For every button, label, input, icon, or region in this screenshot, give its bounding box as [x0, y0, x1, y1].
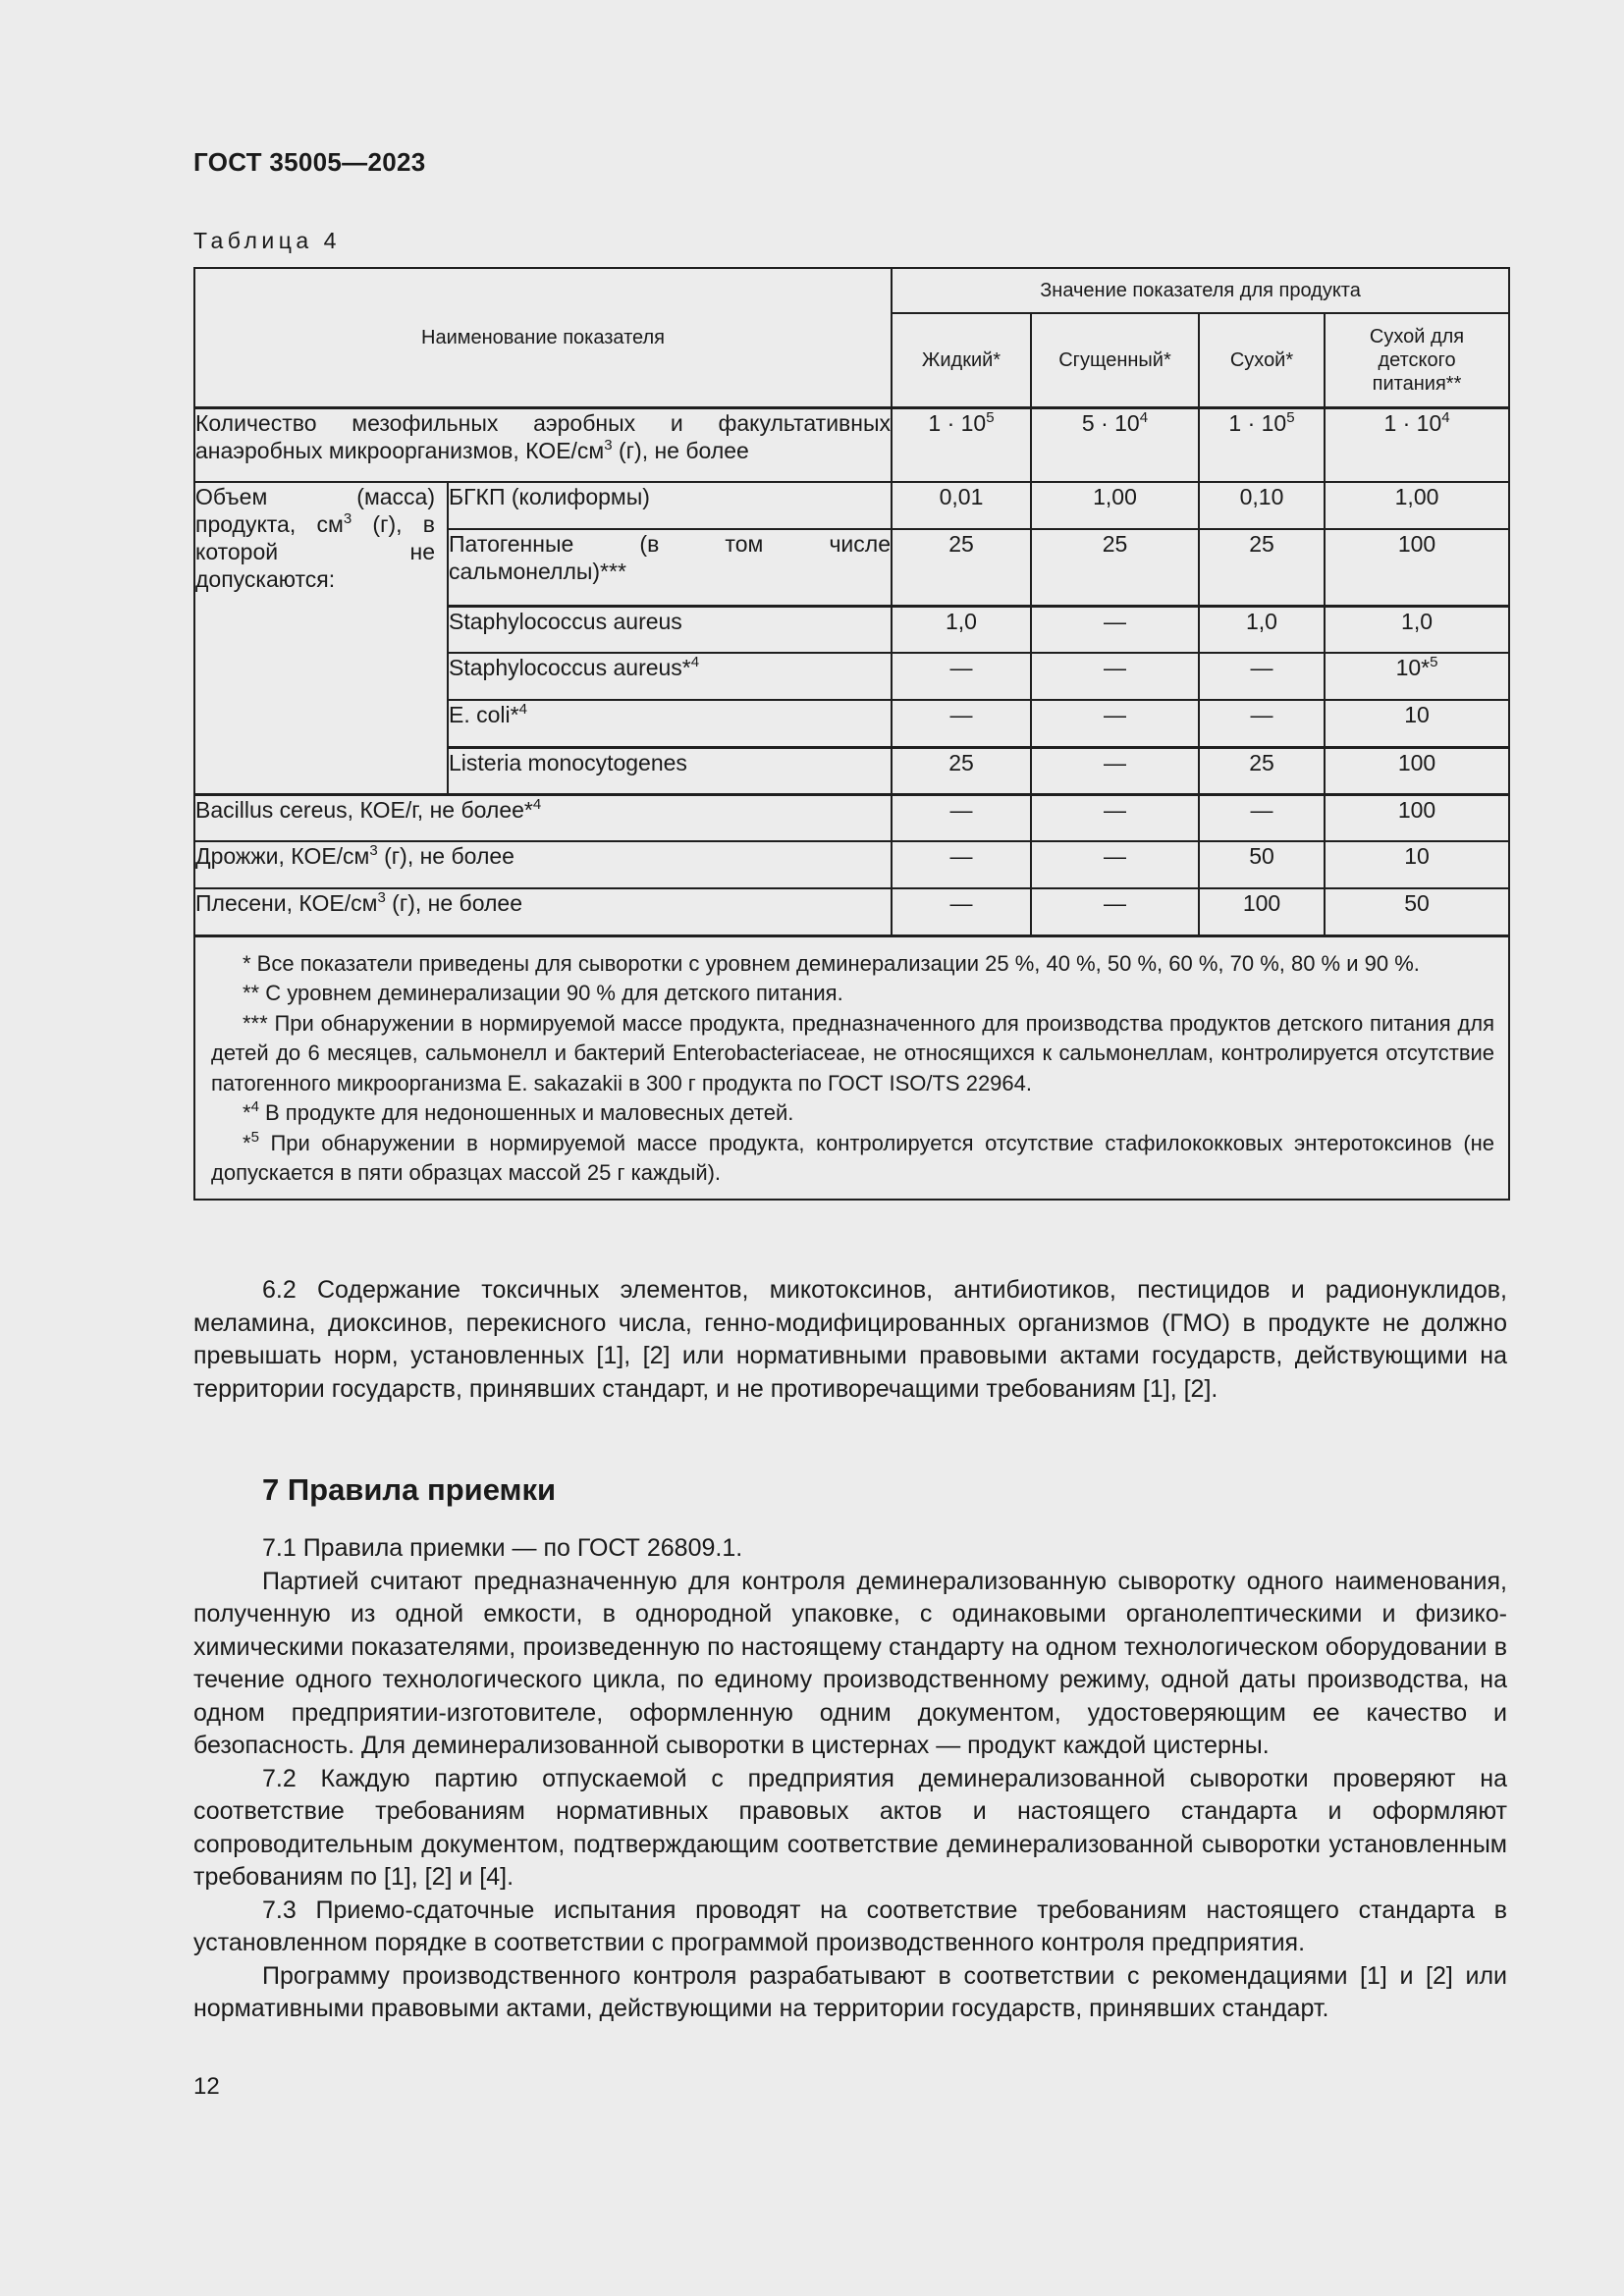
- note-2: ** С уровнем деминерализации 90 % для детского питания.: [243, 981, 843, 1005]
- cell-value: —: [1031, 794, 1199, 841]
- cell-value: 100: [1325, 794, 1509, 841]
- cell-value: 1,0: [892, 606, 1031, 653]
- cell-value: —: [892, 700, 1031, 747]
- cell-value: 1,0: [1325, 606, 1509, 653]
- row-label-staph: Staphylococcus aureus: [448, 606, 892, 653]
- cell-value: —: [1031, 888, 1199, 935]
- header-dry: Сухой*: [1199, 313, 1325, 407]
- table-4: [193, 267, 1510, 1201]
- cell-value: 25: [892, 529, 1031, 606]
- section-7-body: [193, 1532, 1507, 2026]
- cell-value: 0,10: [1199, 482, 1325, 529]
- cell-value: —: [1031, 700, 1199, 747]
- header-indicator: Наименование показателя: [194, 268, 892, 407]
- cell-value: $1 \cdot 10^5$: [1199, 407, 1325, 482]
- cell-value: 10: [1325, 700, 1509, 747]
- header-group: Значение показателя для продукта: [892, 268, 1509, 313]
- cell-value: 50: [1199, 841, 1325, 888]
- row-label-staph-premature: Staphylococcus aureus*$^4$: [448, 653, 892, 700]
- cell-value: 25: [1199, 747, 1325, 794]
- cell-value: —: [1199, 700, 1325, 747]
- header-dry-infant: Сухой для детского питания**: [1325, 313, 1509, 407]
- cell-value: —: [1031, 747, 1199, 794]
- table-row: [194, 407, 1509, 482]
- page-number: 12: [193, 2073, 220, 2100]
- cell-value: 25: [892, 747, 1031, 794]
- cell-value: —: [1031, 653, 1199, 700]
- paragraph-7-3: 7.3 Приемо-сдаточные испытания проводят на соответствие требованиям настоящего стандарта в установленном порядке в соответствии с программой производственного контроля предприятия.: [193, 1896, 1507, 1956]
- paragraph-7-2: 7.2 Каждую партию отпускаемой с предприятия деминерализованной сыворотки проверяют на соответствие требованиям нормативных правовых актов и настоящего стандарта и оформляют сопроводительным документом, подтверждающим соответствие деминерализованной сыворотки установленным требованиям по [1], [2] и [4].: [193, 1764, 1507, 1891]
- cell-value: —: [1199, 794, 1325, 841]
- paragraph-7-3-program: Программу производственного контроля разрабатывают в соответствии с рекомендациями [1] и [2] или нормативными правовыми актами, действующими на территории государств, принявших стандарт.: [193, 1961, 1507, 2022]
- table-row: [194, 841, 1509, 888]
- row-label-bacillus: Bacillus cereus, КОЕ/г, не более*$^4$: [194, 794, 892, 841]
- row-label-ecoli: E. coli*$^4$: [448, 700, 892, 747]
- table-row: [194, 482, 1509, 529]
- row-label-mold: Плесени, КОЕ/$см^3$ (г), не более: [194, 888, 892, 935]
- row-label-mafanm: Количество мезофильных аэробных и факультативных анаэробных микроорганизмов, КОЕ/$см^3$ (г), не более: [194, 407, 892, 482]
- cell-value: —: [1031, 606, 1199, 653]
- row-label-listeria: Listeria monocytogenes: [448, 747, 892, 794]
- header-condensed: Сгущенный*: [1031, 313, 1199, 407]
- row-label-yeast: Дрожжи, КОЕ/$см^3$ (г), не более: [194, 841, 892, 888]
- cell-value: —: [892, 794, 1031, 841]
- cell-value: 1,00: [1031, 482, 1199, 529]
- note-5: *$^5$ При обнаружении в нормируемой массе продукта, контролируется отсутствие стафилококковых энтеротоксинов (не допускается в пяти образцах массой 25 г каждый).: [211, 1128, 1495, 1185]
- cell-value: 10: [1325, 841, 1509, 888]
- cell-value: —: [1031, 841, 1199, 888]
- cell-value: 0,01: [892, 482, 1031, 529]
- cell-value: 25: [1199, 529, 1325, 606]
- cell-value: 25: [1031, 529, 1199, 606]
- cell-value: 10*$^5$: [1325, 653, 1509, 700]
- table-row: [194, 888, 1509, 935]
- cell-value: 1,00: [1325, 482, 1509, 529]
- note-4: *$^4$ В продукте для недоношенных и маловесных детей.: [243, 1098, 794, 1125]
- cell-value: —: [892, 653, 1031, 700]
- row-group-label: Объем (масса) продукта, $см^3$ (г), в которой не допускаются:: [194, 482, 448, 794]
- header-liquid: Жидкий*: [892, 313, 1031, 407]
- paragraph-7-1-lot: Партией считают предназначенную для контроля деминерализованную сыворотку одного наименования, полученную из одной емкости, в однородной упаковке, с одинаковыми органолептическими и физико-химическими показателями, произведенную по настоящему стандарту на одном технологическом оборудовании в течение одного технологического цикла, по единому производственному режиму, одной даты производства, на одном предприятии-изготовителе, оформленную одним документом, удостоверяющим ее качество и безопасность. Для деминерализованной сыворотки в цистернах — продукт каждой цистерны.: [193, 1567, 1507, 1759]
- cell-value: 100: [1325, 747, 1509, 794]
- table-caption: Таблица 4: [193, 228, 341, 253]
- cell-value: 50: [1325, 888, 1509, 935]
- cell-value: —: [892, 888, 1031, 935]
- paragraph-6-2-block: [193, 1274, 1507, 1406]
- section-7-title: 7 Правила приемки: [262, 1472, 557, 1507]
- row-label-pathogen: Патогенные (в том числе сальмонеллы)***: [448, 529, 892, 606]
- paragraph-6-2: 6.2 Содержание токсичных элементов, микотоксинов, антибиотиков, пестицидов и радионуклидов, меламина, диоксинов, перекисного числа, генно-модифицированных организмов (ГМО) в продукте не должно превышать норм, установленных [1], [2] или нормативными правовыми актами государств, действующими на территории государств, принявших стандарт, и не противоречащими требованиям [1], [2].: [193, 1276, 1507, 1403]
- note-3: *** При обнаружении в нормируемой массе продукта, предназначенного для производства продуктов детского питания для детей до 6 месяцев, сальмонелл и бактерий Enterobacteriaceae, не относящихся к сальмонеллам, контролируется отсутствие патогенного микроорганизма E. sakazakii в 300 г продукта по ГОСТ ISO/TS 22964.: [211, 1010, 1495, 1095]
- table-notes-row: [194, 935, 1509, 1200]
- note-1: * Все показатели приведены для сыворотки с уровнем деминерализации 25 %, 40 %, 50 %, 60 %, 70 %, 80 % и 90 %.: [243, 950, 1420, 976]
- paragraph-7-1: 7.1 Правила приемки — по ГОСТ 26809.1.: [262, 1534, 743, 1562]
- cell-value: $1 \cdot 10^5$: [892, 407, 1031, 482]
- table-notes: [194, 935, 1509, 1200]
- cell-value: $1 \cdot 10^4$: [1325, 407, 1509, 482]
- cell-value: 100: [1199, 888, 1325, 935]
- table-row: [194, 794, 1509, 841]
- cell-value: 1,0: [1199, 606, 1325, 653]
- cell-value: —: [1199, 653, 1325, 700]
- row-label-bgkp: БГКП (колиформы): [448, 482, 892, 529]
- document-header: ГОСТ 35005—2023: [193, 147, 426, 177]
- cell-value: $5 \cdot 10^4$: [1031, 407, 1199, 482]
- cell-value: 100: [1325, 529, 1509, 606]
- cell-value: —: [892, 841, 1031, 888]
